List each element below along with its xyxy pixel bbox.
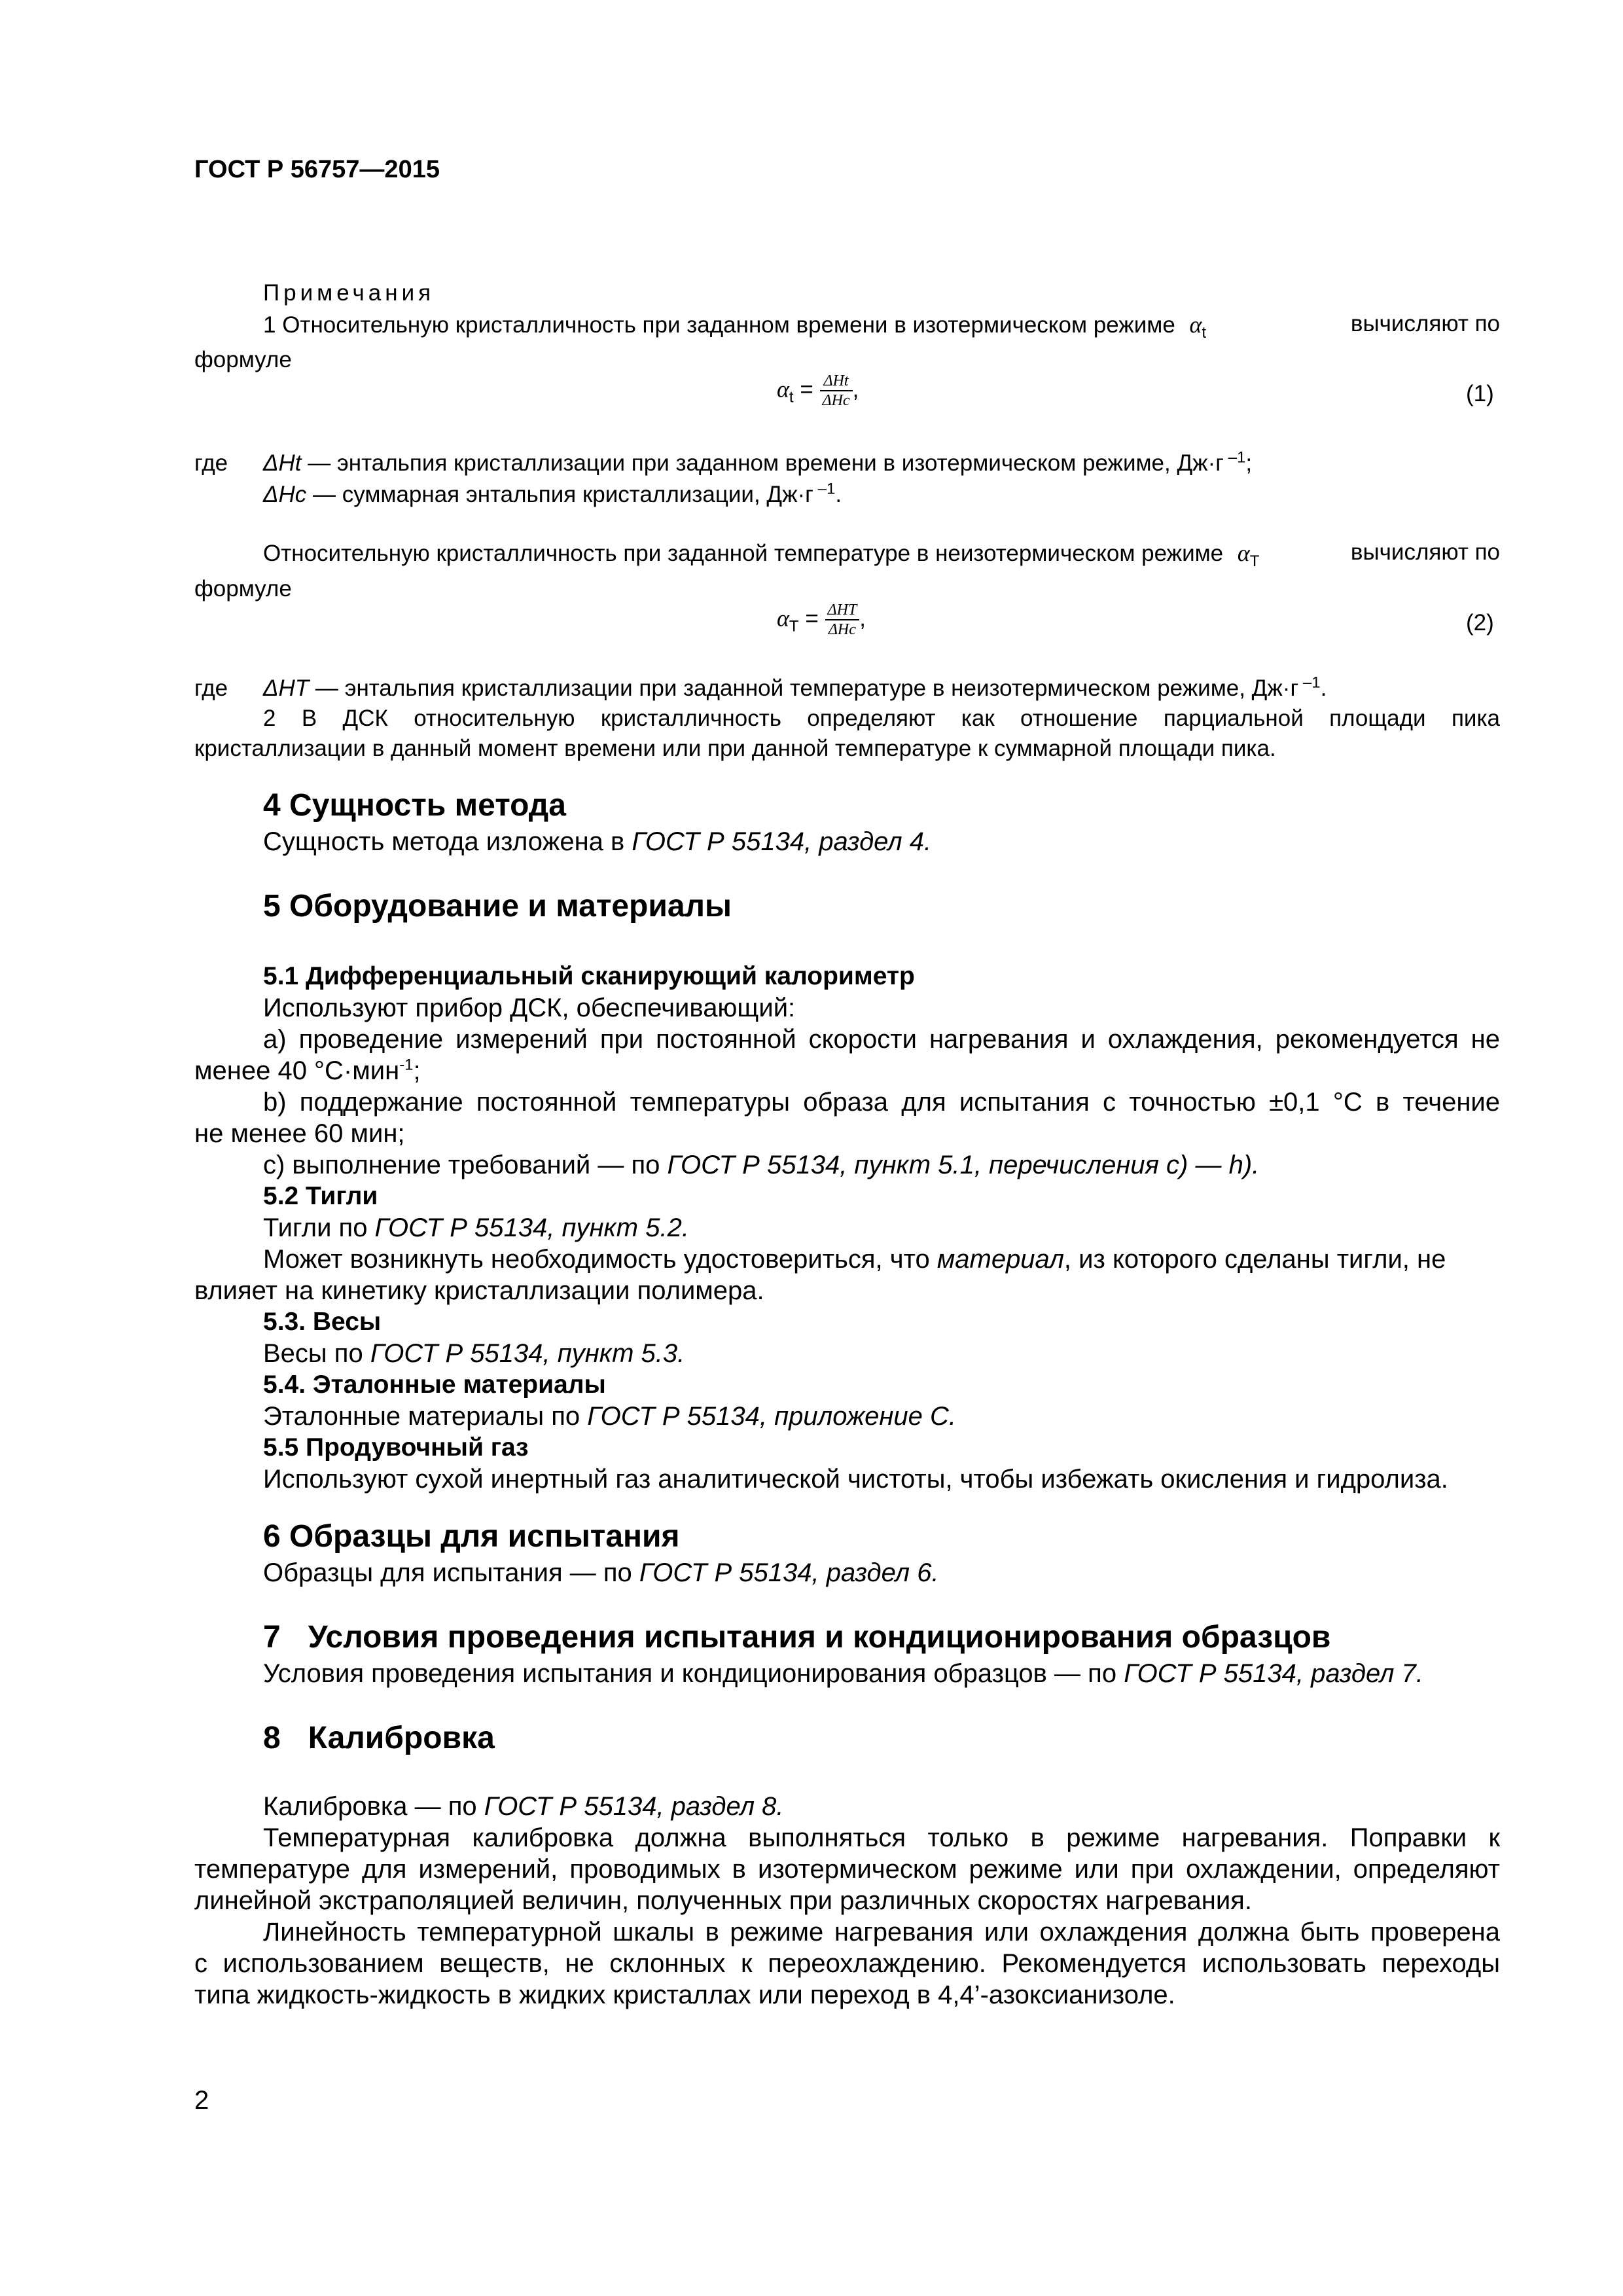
para-2-line-2: формуле <box>194 576 292 601</box>
formula-1-number: (1) <box>1466 381 1494 406</box>
section-5-2-heading: 5.2 Тигли <box>263 1182 378 1210</box>
where-line-2: ΔHc — суммарная энтальпия кристаллизации, Дж·г $^{-1}$. <box>263 480 842 507</box>
where-label-1: где <box>194 450 228 476</box>
formula-1: $\alpha_t$ = $\frac{\text{ΔHt}}{\text{ΔHc}}$ , <box>777 372 859 409</box>
formula-2-fraction: $\frac{\text{ΔHT}}{\text{ΔHc}}$ <box>825 601 860 639</box>
where-label-3: где <box>194 675 228 701</box>
section-7-text: Условия проведения испытания и кондиционирования образцов — по ГОСТ Р 55134, раздел 7. <box>263 1659 1423 1688</box>
section-8-para-3-line-2: с использованием веществ, не склонных к переохлаждению. Рекомендуется использовать переходы <box>194 1949 1500 1978</box>
section-5-1-a-line-1: a) проведение измерений при постоянной скорости нагревания и охлаждения, рекомендуется не <box>263 1025 1500 1054</box>
section-6-heading: 6 Образцы для испытания <box>263 1519 680 1554</box>
section-5-1-intro: Используют прибор ДСК, обеспечивающий: <box>263 994 796 1022</box>
section-5-4-text: Эталонные материалы по ГОСТ Р 55134, приложение С. <box>263 1402 956 1431</box>
section-5-2-text: Тигли по ГОСТ Р 55134, пункт 5.2. <box>263 1213 689 1242</box>
section-5-1-b-line-1: b) поддержание постоянной температуры образа для испытания с точностью ±0,1 °С в течение <box>263 1088 1500 1117</box>
section-5-1-b-line-2: не менее 60 мин; <box>194 1119 405 1148</box>
section-8-para-2-line-1: Температурная калибровка должна выполняться только в режиме нагревания. Поправки к <box>263 1823 1500 1852</box>
section-8-para-2-line-3: линейной экстраполяцией величин, полученных при различных скоростях нагревания. <box>194 1886 1252 1915</box>
section-8-heading: 8 Калибровка <box>263 1721 495 1755</box>
section-5-4-heading: 5.4. Эталонные материалы <box>263 1371 606 1399</box>
section-4-heading: 4 Сущность метода <box>263 788 566 823</box>
section-6-text: Образцы для испытания — по ГОСТ Р 55134, раздел 6. <box>263 1558 939 1587</box>
section-5-5-heading: 5.5 Продувочный газ <box>263 1433 529 1462</box>
section-4-text: Сущность метода изложена в ГОСТ Р 55134, раздел 4. <box>263 827 932 856</box>
note-1-line-2: формуле <box>194 347 292 372</box>
section-5-3-text: Весы по ГОСТ Р 55134, пункт 5.3. <box>263 1339 685 1368</box>
section-5-1-c: c) выполнение требований — по ГОСТ Р 55134, пункт 5.1, перечисления с) — h). <box>263 1151 1260 1179</box>
alpha-symbol: $\alpha_T$ <box>1237 540 1260 571</box>
note-2-line-1: 2 В ДСК относительную кристалличность определяют как отношение парциальной площади пика <box>263 706 1500 731</box>
section-8-para-3-line-1: Линейность температурной шкалы в режиме нагревания или охлаждения должна быть проверена <box>263 1918 1500 1946</box>
where-line-1: ΔHt — энтальпия кристаллизации при заданном времени в изотермическом режиме, Дж·г $^{-1}$; <box>263 448 1253 476</box>
page-number: 2 <box>194 2086 209 2115</box>
alpha-symbol: $\alpha_t$ <box>1189 312 1207 342</box>
formula-2: $\alpha_T$ = $\frac{\text{ΔHT}}{\text{ΔHc}}$ , <box>777 601 866 638</box>
section-5-1-a-line-2: менее 40 °С·мин$^{-1}$; <box>194 1056 421 1085</box>
section-5-1-heading: 5.1 Дифференциальный сканирующий калориметр <box>263 962 915 990</box>
document-header: ГОСТ Р 56757—2015 <box>194 156 440 183</box>
para-2-line-1: Относительную кристалличность при заданной температуре в неизотермическом режиме $\alpha_T$ вычисляют по <box>263 539 1500 571</box>
section-8-para-2-line-2: температуре для измерений, проводимых в изотермическом режиме или при охлаждении, определяют <box>194 1855 1500 1884</box>
formula-2-number: (2) <box>1466 610 1494 636</box>
section-5-2-para-line-1: Может возникнуть необходимость удостовериться, что материал, из которого сделаны тигли, не <box>263 1245 1446 1274</box>
section-5-2-para-line-2: влияет на кинетику кристаллизации полимера. <box>194 1276 764 1305</box>
where-line-3: ΔHT — энтальпия кристаллизации при заданной температуре в неизотермическом режиме, Дж·г $^{-1}$. <box>263 673 1327 701</box>
section-5-3-heading: 5.3. Весы <box>263 1308 382 1336</box>
section-5-heading: 5 Оборудование и материалы <box>263 889 732 924</box>
section-5-5-text: Используют сухой инертный газ аналитической чистоты, чтобы избежать окисления и гидролиза. <box>263 1465 1448 1494</box>
section-7-heading: 7 Условия проведения испытания и кондиционирования образцов <box>263 1620 1331 1655</box>
formula-1-fraction: $\frac{\text{ΔHt}}{\text{ΔHc}}$ <box>820 372 853 410</box>
section-8-text: Калибровка — по ГОСТ Р 55134, раздел 8. <box>263 1792 784 1821</box>
note-2-line-2: кристаллизации в данный момент времени или при данной температуре к суммарной площади пика. <box>194 736 1276 761</box>
note-1-line-1: 1 Относительную кристалличность при заданном времени в изотермическом режиме $\alpha_t$ вычисляют по <box>263 311 1500 342</box>
notes-title: Примечания <box>263 280 435 306</box>
section-8-para-3-line-3: типа жидкость-жидкость в жидких кристаллах или переход в 4,4’-азоксианизоле. <box>194 1981 1175 2009</box>
